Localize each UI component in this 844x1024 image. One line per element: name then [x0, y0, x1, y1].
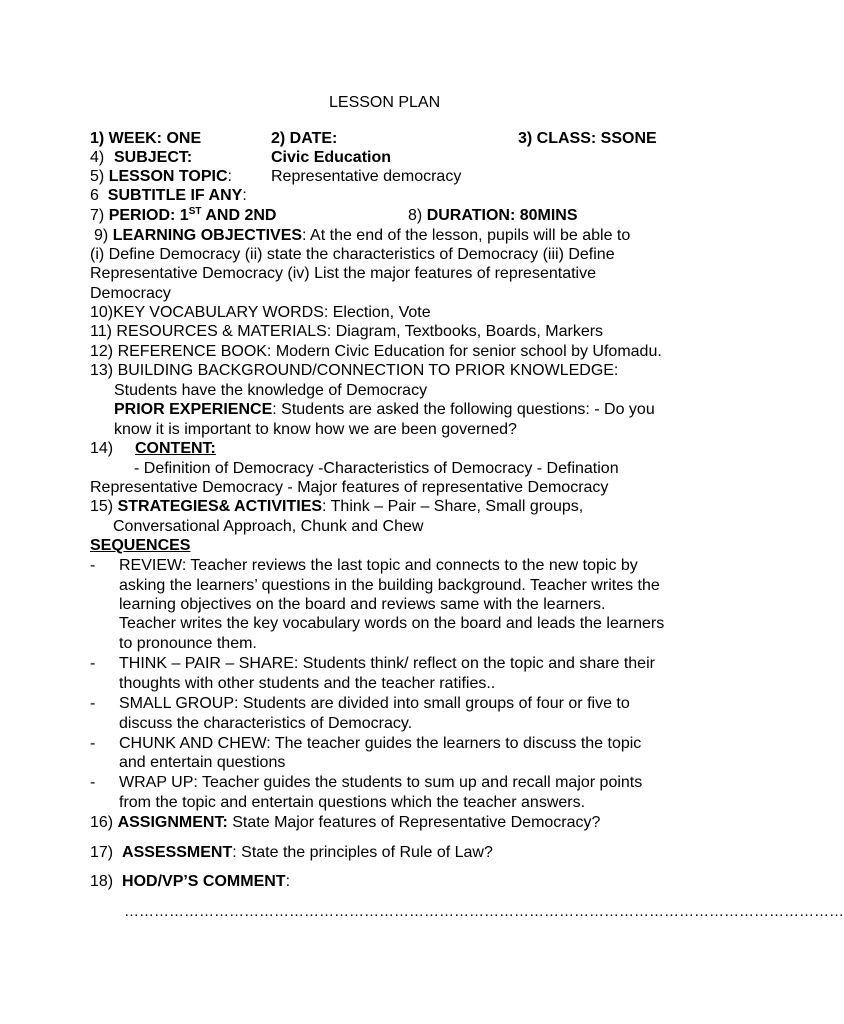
duration-label: DURATION: 80MINS — [426, 207, 578, 224]
sequence-line: REVIEW: Teacher reviews the last topic and connects to the new topic by — [119, 557, 638, 574]
strategies-line: Conversational Approach, Chunk and Chew — [113, 518, 424, 535]
subtitle-colon: : — [242, 187, 247, 204]
topic-number: 5) — [90, 168, 105, 185]
strategies-heading: 15) STRATEGIES& ACTIVITIES: Think – Pair – Share, Small groups, — [90, 498, 584, 515]
comment-line: 18) HOD/VP’S COMMENT: — [90, 873, 291, 890]
period-number: 7) — [90, 207, 105, 224]
sequence-line: CHUNK AND CHEW: The teacher guides the learners to discuss the topic — [119, 735, 642, 752]
sequence-line: from the topic and entertain questions which the teacher answers. — [119, 794, 586, 811]
resources-line: 11) RESOURCES & MATERIALS: Diagram, Textbooks, Boards, Markers — [90, 323, 604, 340]
bullet-dash: - — [90, 774, 96, 791]
content-label: CONTENT: — [135, 440, 216, 457]
bullet-dash: - — [90, 735, 96, 752]
duration-row — [408, 206, 578, 225]
sequence-line: thoughts with other students and the teacher ratifies.. — [119, 675, 496, 692]
subject-number: 4) — [90, 149, 105, 166]
topic-label: LESSON TOPIC — [108, 168, 228, 185]
period-label: PERIOD: 1ST AND 2ND — [108, 206, 277, 224]
objectives-heading: 9) LEARNING OBJECTIVES: At the end of the lesson, pupils will be able to — [94, 227, 631, 244]
vocabulary-line: 10)KEY VOCABULARY WORDS: Election, Vote — [90, 304, 431, 321]
subtitle-label: SUBTITLE IF ANY — [107, 187, 243, 204]
background-heading: 13) BUILDING BACKGROUND/CONNECTION TO PRIOR KNOWLEDGE: — [90, 362, 619, 379]
sequence-line: WRAP UP: Teacher guides the students to sum up and recall major points — [119, 774, 643, 791]
background-line: Students have the knowledge of Democracy — [114, 382, 428, 399]
topic-value: Representative democracy — [271, 168, 462, 185]
sequences-heading: SEQUENCES — [90, 537, 191, 554]
sequence-line: discuss the characteristics of Democracy. — [119, 715, 413, 732]
class-field: 3) CLASS: SSONE — [518, 130, 657, 147]
prior-experience-line: know it is important to know how we are been governed? — [114, 421, 517, 438]
content-line: Representative Democracy - Major features of representative Democracy — [90, 479, 609, 496]
subject-label: SUBJECT: — [114, 149, 193, 166]
sequence-line: to pronounce them. — [119, 635, 257, 652]
topic-colon: : — [227, 168, 232, 185]
topic-row — [90, 167, 232, 186]
objectives-line: (i) Define Democracy (ii) state the characteristics of Democracy (iii) Define — [90, 246, 615, 263]
date-field: 2) DATE: — [271, 130, 338, 147]
period-row — [90, 206, 276, 225]
sequence-line: SMALL GROUP: Students are divided into small groups of four or five to — [119, 695, 630, 712]
sequence-line: and entertain questions — [119, 754, 286, 771]
reference-line: 12) REFERENCE BOOK: Modern Civic Education for senior school by Ufomadu. — [90, 343, 662, 360]
subtitle-row — [90, 186, 247, 205]
sequence-line: Teacher writes the key vocabulary words on the board and leads the learners — [119, 615, 665, 632]
subtitle-number: 6 — [90, 187, 99, 204]
assessment-line: 17) ASSESSMENT: State the principles of Rule of Law? — [90, 844, 493, 861]
objectives-line: Democracy — [90, 285, 171, 302]
bullet-dash: - — [90, 695, 96, 712]
content-number: 14) — [90, 440, 114, 457]
content-line: - Definition of Democracy -Characteristics of Democracy - Defination — [134, 460, 619, 477]
bullet-dash: - — [90, 655, 96, 672]
objectives-line: Representative Democracy (iv) List the major features of representative — [90, 265, 596, 282]
bullet-dash: - — [90, 557, 96, 574]
subject-value: Civic Education — [271, 149, 392, 166]
duration-number: 8) — [408, 207, 423, 224]
sequence-line: learning objectives on the board and reviews same with the learners. — [119, 596, 606, 613]
sequence-line: THINK – PAIR – SHARE: Students think/ reflect on the topic and share their — [119, 655, 655, 672]
prior-experience: PRIOR EXPERIENCE: Students are asked the following questions: - Do you — [114, 401, 655, 418]
page-title: LESSON PLAN — [329, 94, 441, 111]
week-field: 1) WEEK: ONE — [90, 130, 202, 147]
comment-dotted-line: ……………………………………………………………………………………………………………………………… — [124, 903, 844, 920]
sequence-line: asking the learners’ questions in the building background. Teacher writes the — [119, 577, 660, 594]
assignment-line: 16) ASSIGNMENT: State Major features of Representative Democracy? — [90, 814, 601, 831]
